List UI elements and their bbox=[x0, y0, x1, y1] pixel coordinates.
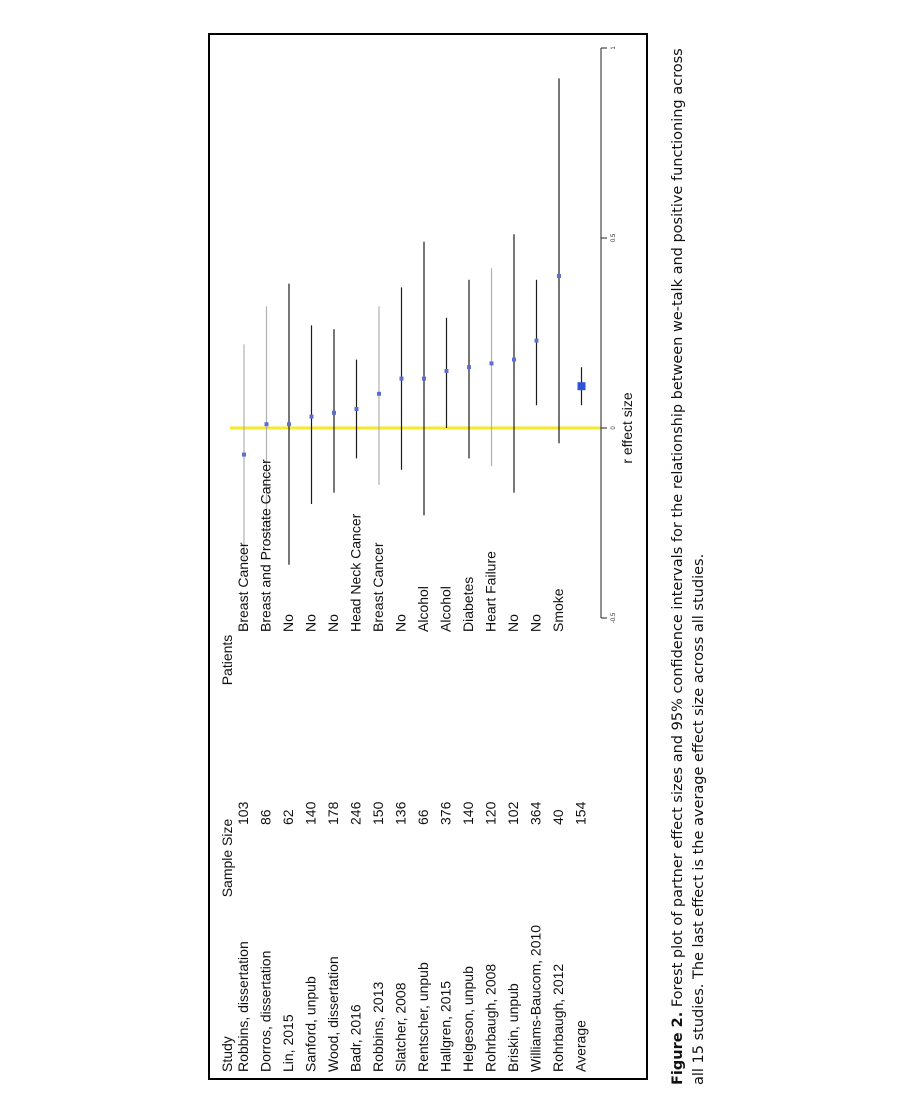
patient-type: Breast Cancer bbox=[370, 542, 386, 632]
study-name: Briskin, unpub bbox=[505, 983, 521, 1072]
caption-label: Figure 2. bbox=[670, 1011, 686, 1085]
effect-size-marker bbox=[310, 415, 314, 419]
sample-size: 136 bbox=[392, 801, 409, 825]
column-header-patients: Patients bbox=[219, 634, 235, 686]
caption-text: Forest plot of partner effect sizes and 95% confidence intervals for the relationship between we-talk and positive functioning across all 15 studies. The last effect is the average effect size across all studies. bbox=[670, 48, 707, 1085]
patient-type: Alcohol bbox=[415, 586, 431, 632]
effect-size-marker bbox=[445, 369, 449, 373]
effect-size-marker bbox=[512, 358, 516, 362]
study-name: Rohrbaugh, 2008 bbox=[482, 963, 499, 1072]
patient-type: Smoke bbox=[550, 588, 566, 632]
sample-size: 376 bbox=[437, 801, 454, 825]
study-name: Rohrbaugh, 2012 bbox=[550, 963, 566, 1072]
study-name: Dorros, dissertation bbox=[257, 950, 274, 1072]
effect-size-marker bbox=[242, 453, 246, 457]
patient-type: No bbox=[302, 614, 319, 632]
sample-size: 120 bbox=[482, 801, 499, 825]
sample-size: 154 bbox=[572, 801, 589, 825]
patient-type: Head Neck Cancer bbox=[347, 513, 364, 632]
x-axis-label: r effect size bbox=[619, 392, 635, 464]
sample-size: 178 bbox=[325, 801, 341, 825]
study-name: Robbins, 2013 bbox=[370, 981, 386, 1072]
sample-size: 364 bbox=[527, 801, 544, 825]
patient-type: Breast Cancer bbox=[235, 542, 251, 632]
effect-size-marker bbox=[355, 407, 359, 411]
study-name: Sanford, unpub bbox=[302, 976, 319, 1072]
study-name: Williams-Baucom, 2010 bbox=[527, 924, 544, 1072]
effect-size-marker bbox=[490, 361, 494, 365]
patient-type: No bbox=[325, 614, 341, 632]
average-effect-marker bbox=[578, 382, 586, 390]
table-text bbox=[219, 459, 589, 1072]
x-axis bbox=[601, 46, 635, 624]
study-name: Rentscher, unpub bbox=[415, 962, 431, 1072]
effect-size-marker bbox=[265, 422, 269, 426]
sample-size: 140 bbox=[302, 801, 319, 825]
study-name: Hallgren, 2015 bbox=[437, 980, 454, 1072]
column-header-study: Study bbox=[219, 1036, 235, 1072]
study-rows bbox=[242, 78, 586, 564]
sample-size: 66 bbox=[415, 809, 431, 825]
study-name: Lin, 2015 bbox=[280, 1014, 296, 1072]
study-name: Robbins, dissertation bbox=[235, 941, 251, 1072]
study-name: Average bbox=[572, 1020, 589, 1072]
patient-type: No bbox=[392, 614, 409, 632]
effect-size-marker bbox=[400, 377, 404, 381]
patient-type: No bbox=[280, 614, 296, 632]
sample-size: 86 bbox=[257, 809, 274, 825]
patient-type: No bbox=[505, 614, 521, 632]
study-name: Badr, 2016 bbox=[347, 1004, 364, 1072]
sample-size: 140 bbox=[460, 801, 476, 825]
patient-type: Heart Failure bbox=[482, 551, 499, 632]
effect-size-marker bbox=[332, 411, 336, 415]
sample-size: 150 bbox=[370, 801, 386, 825]
x-tick-label: 0 bbox=[611, 426, 617, 430]
figure-caption bbox=[668, 30, 710, 1085]
x-tick-label: 0.5 bbox=[611, 233, 617, 243]
sample-size: 62 bbox=[280, 809, 296, 825]
study-name: Slatcher, 2008 bbox=[392, 982, 409, 1072]
study-name: Helgeson, unpub bbox=[460, 966, 476, 1072]
sample-size: 40 bbox=[550, 809, 566, 825]
effect-size-marker bbox=[287, 422, 291, 426]
patient-type: No bbox=[527, 614, 544, 632]
sample-size: 246 bbox=[347, 801, 364, 825]
effect-size-marker bbox=[422, 377, 426, 381]
effect-size-marker bbox=[535, 339, 539, 343]
patient-type: Breast and Prostate Cancer bbox=[257, 459, 274, 632]
effect-size-marker bbox=[557, 274, 561, 278]
effect-size-marker bbox=[467, 365, 471, 369]
sample-size: 102 bbox=[505, 801, 521, 825]
patient-type: Diabetes bbox=[460, 576, 476, 632]
study-name: Wood, dissertation bbox=[325, 956, 341, 1072]
effect-size-marker bbox=[377, 392, 381, 396]
patient-type: Alcohol bbox=[437, 586, 454, 632]
x-tick-label: -0.5 bbox=[611, 612, 617, 624]
x-tick-label: 1 bbox=[611, 46, 617, 50]
column-header-sample-size: Sample Size bbox=[219, 818, 235, 898]
sample-size: 103 bbox=[235, 801, 251, 825]
